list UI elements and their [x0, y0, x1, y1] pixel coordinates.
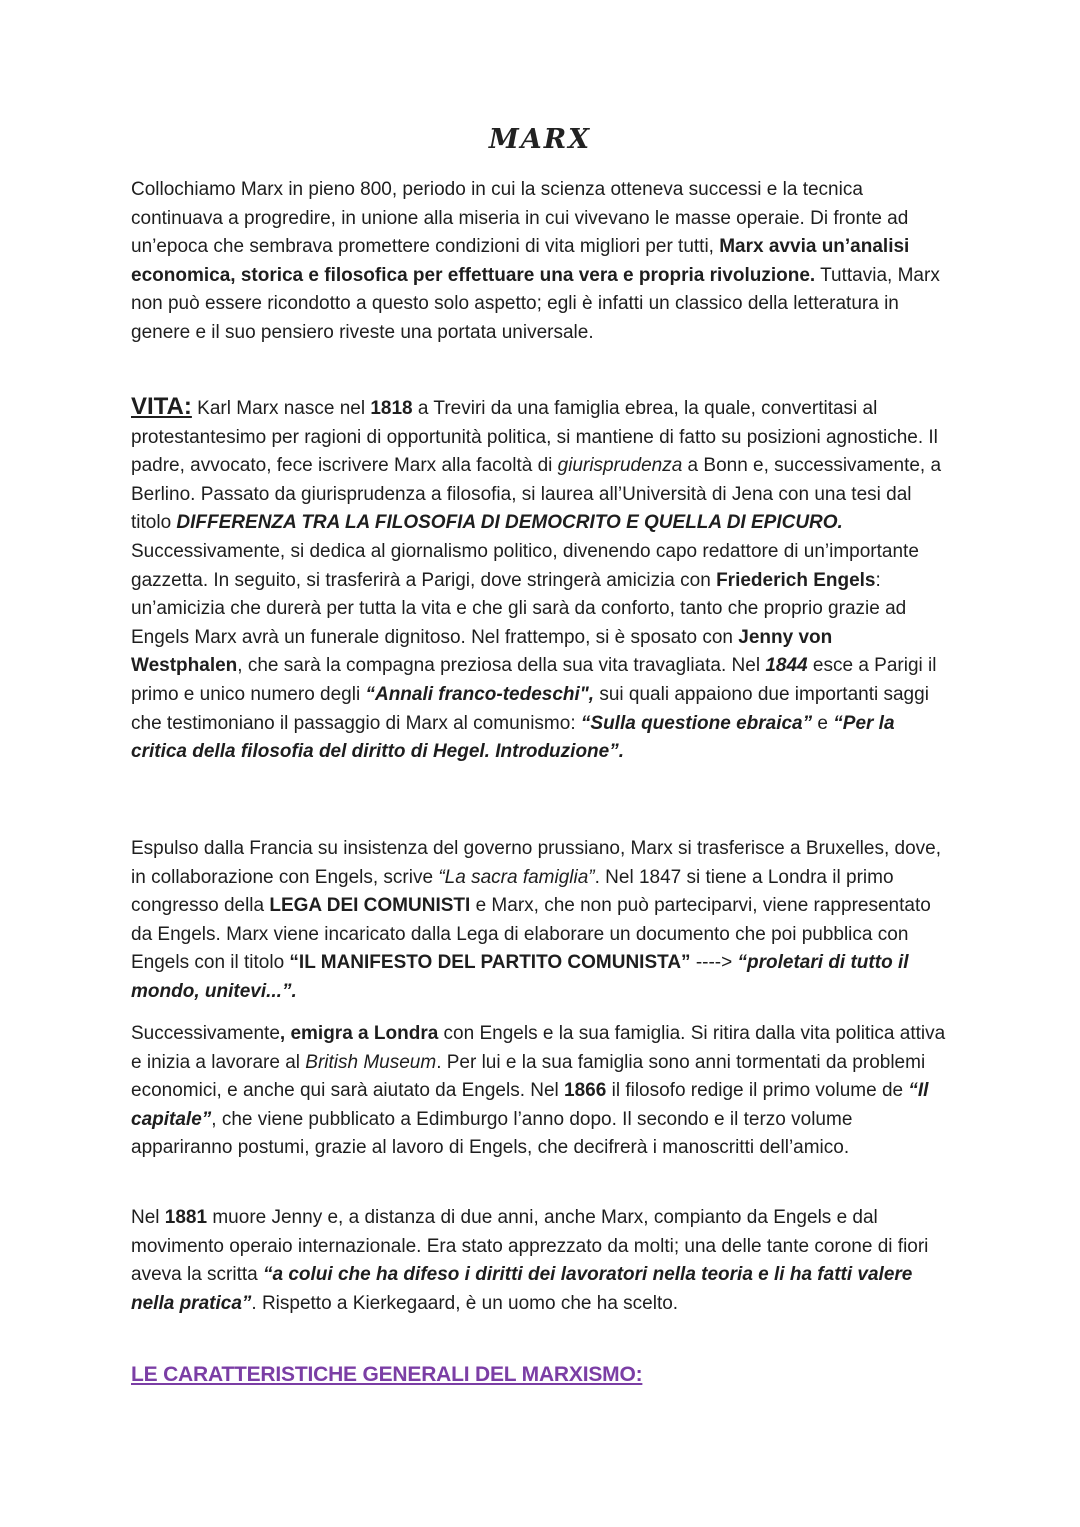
text-run: esce a Parigi il primo e unico numero degli [131, 655, 937, 705]
text-run: Espulso dalla Francia su insistenza del governo prussiano, Marx si trasferisce a Bruxelles, dove, in collaborazione con Engels, scrive [131, 838, 941, 888]
thesis-title: DIFFERENZA TRA LA FILOSOFIA DI DEMOCRITO E QUELLA DI EPICURO. [176, 512, 843, 534]
year-1881: 1881 [164, 1207, 208, 1228]
section-heading-marxismo: LE CARATTERISTICHE GENERALI DEL MARXISMO: [131, 1363, 643, 1386]
morte-paragraph [131, 1204, 946, 1318]
text-run: ----> [690, 952, 738, 974]
espulso-paragraph [131, 835, 946, 1007]
year-1818: 1818 [370, 398, 413, 419]
text-run: Karl Marx nasce nel [191, 398, 371, 419]
text-run: , che viene pubblicato a Edimburgo l’anno dopo. Il secondo e il terzo volume appariranno postumi, grazie al lavoro di Engels, che decifrerà i manoscritti dell’amico. [131, 1108, 853, 1159]
essay-title-2: “Per la critica della filosofia del diritto di Hegel. Introduzione”. [131, 712, 895, 763]
text-run: con Engels e la sua famiglia. Si ritira dalla vita politica attiva e inizia a lavorare al [131, 1023, 946, 1073]
text-run: a Bonn e, successivamente, a Berlino. Passato da giurisprudenza a filosofia, si laurea all’Università di Jena con una tesi dal titolo [131, 455, 942, 534]
londra-paragraph [131, 1020, 946, 1163]
vita-paragraph [131, 393, 946, 767]
section-label-vita: VITA: [131, 393, 192, 420]
motto-quote: “proletari di tutto il mondo, unitevi...”. [131, 952, 909, 1002]
text-run: Successivamente [131, 1023, 280, 1044]
sacra-famiglia-title: “La sacra famiglia” [438, 866, 595, 888]
text-run: e [812, 712, 834, 734]
intro-paragraph [131, 176, 946, 348]
capitale-title: “Il capitale” [131, 1080, 929, 1130]
text-run: a Treviri da una famiglia ebrea, la quale, convertitasi al protestantesimo per ragioni di opportunità politica, si mantiene di fatto su posizioni agnostiche. Il padre, avvocato, fece iscrivere Marx alla facoltà di [131, 398, 938, 477]
lega-comunisti: LEGA DEI COMUNISTI [269, 895, 471, 917]
text-run: . Per lui e la sua famiglia sono anni tormentati da problemi economici, e anche qui sarà aiutato da Engels. Nel [131, 1051, 926, 1102]
british-museum: British Museum [305, 1051, 437, 1073]
bold-run: Marx avvia un’analisi economica, storica e filosofica per effettuare una vera e propria rivoluzione. [131, 236, 910, 286]
annali-title: “Annali franco-tedeschi", [365, 683, 595, 705]
year-1866: 1866 [564, 1080, 607, 1102]
text-run: Successivamente, si dedica al giornalismo politico, divenendo capo redattore di un’importante gazzetta. In seguito, si trasferirà a Parigi, dove stringerà amicizia con [131, 540, 919, 591]
manifesto-title: “IL MANIFESTO DEL PARTITO COMUNISTA” [289, 952, 691, 974]
page-title: MARX [488, 124, 592, 155]
wreath-quote: “a colui che ha difeso i diritti dei lavoratori nella teoria e li ha fatti valere nella pratica” [131, 1264, 913, 1314]
name-engels: Friederich Engels [716, 569, 876, 591]
text-run: Collochiamo Marx in pieno 800, periodo in cui la scienza otteneva successi e la tecnica continuava a progredire, in unione alla miseria in cui vivevano le masse operaie. Di fronte ad un’epoca che sembrava promettere condizioni di vita migliori per tutti, [131, 179, 909, 258]
text-run: sui quali appaiono due importanti saggi che testimoniano il passaggio di Marx al comunismo: [131, 683, 929, 734]
name-jenny: Jenny von Westphalen [131, 626, 833, 677]
text-run: e Marx, che non può parteciparvi, viene rappresentato da Engels. Marx viene incaricato dalla Lega di elaborare un documento che poi pubblica con Engels con il titolo [131, 895, 931, 974]
year-1844: 1844 [765, 655, 808, 677]
bold-run: , emigra a Londra [279, 1023, 439, 1044]
essay-title-1: “Sulla questione ebraica” [580, 712, 813, 734]
text-run: il filosofo redige il primo volume de [606, 1080, 909, 1102]
italic-run: giurisprudenza [557, 455, 683, 477]
text-run: . Nel 1847 si tiene a Londra il primo congresso della [131, 866, 894, 917]
text-run: Tuttavia, Marx non può essere ricondotto a questo solo aspetto; egli è infatti un classico della letteratura in genere e il suo pensiero riveste una portata universale. [131, 264, 940, 343]
text-run: . Rispetto a Kierkegaard, è un uomo che ha scelto. [251, 1292, 679, 1314]
text-run: muore Jenny e, a distanza di due anni, anche Marx, compianto da Engels e dal movimento operaio internazionale. Era stato apprezzato da molti; una delle tante corone di fiori aveva la scritta [131, 1207, 929, 1286]
text-run: Nel [131, 1207, 165, 1228]
text-run: , che sarà la compagna preziosa della sua vita travagliata. Nel [237, 655, 766, 677]
text-run: : un’amicizia che durerà per tutta la vita e che gli sarà da conforto, tanto che proprio grazie ad Engels Marx avrà un funerale dignitoso. Nel frattempo, si è sposato con [131, 569, 907, 648]
